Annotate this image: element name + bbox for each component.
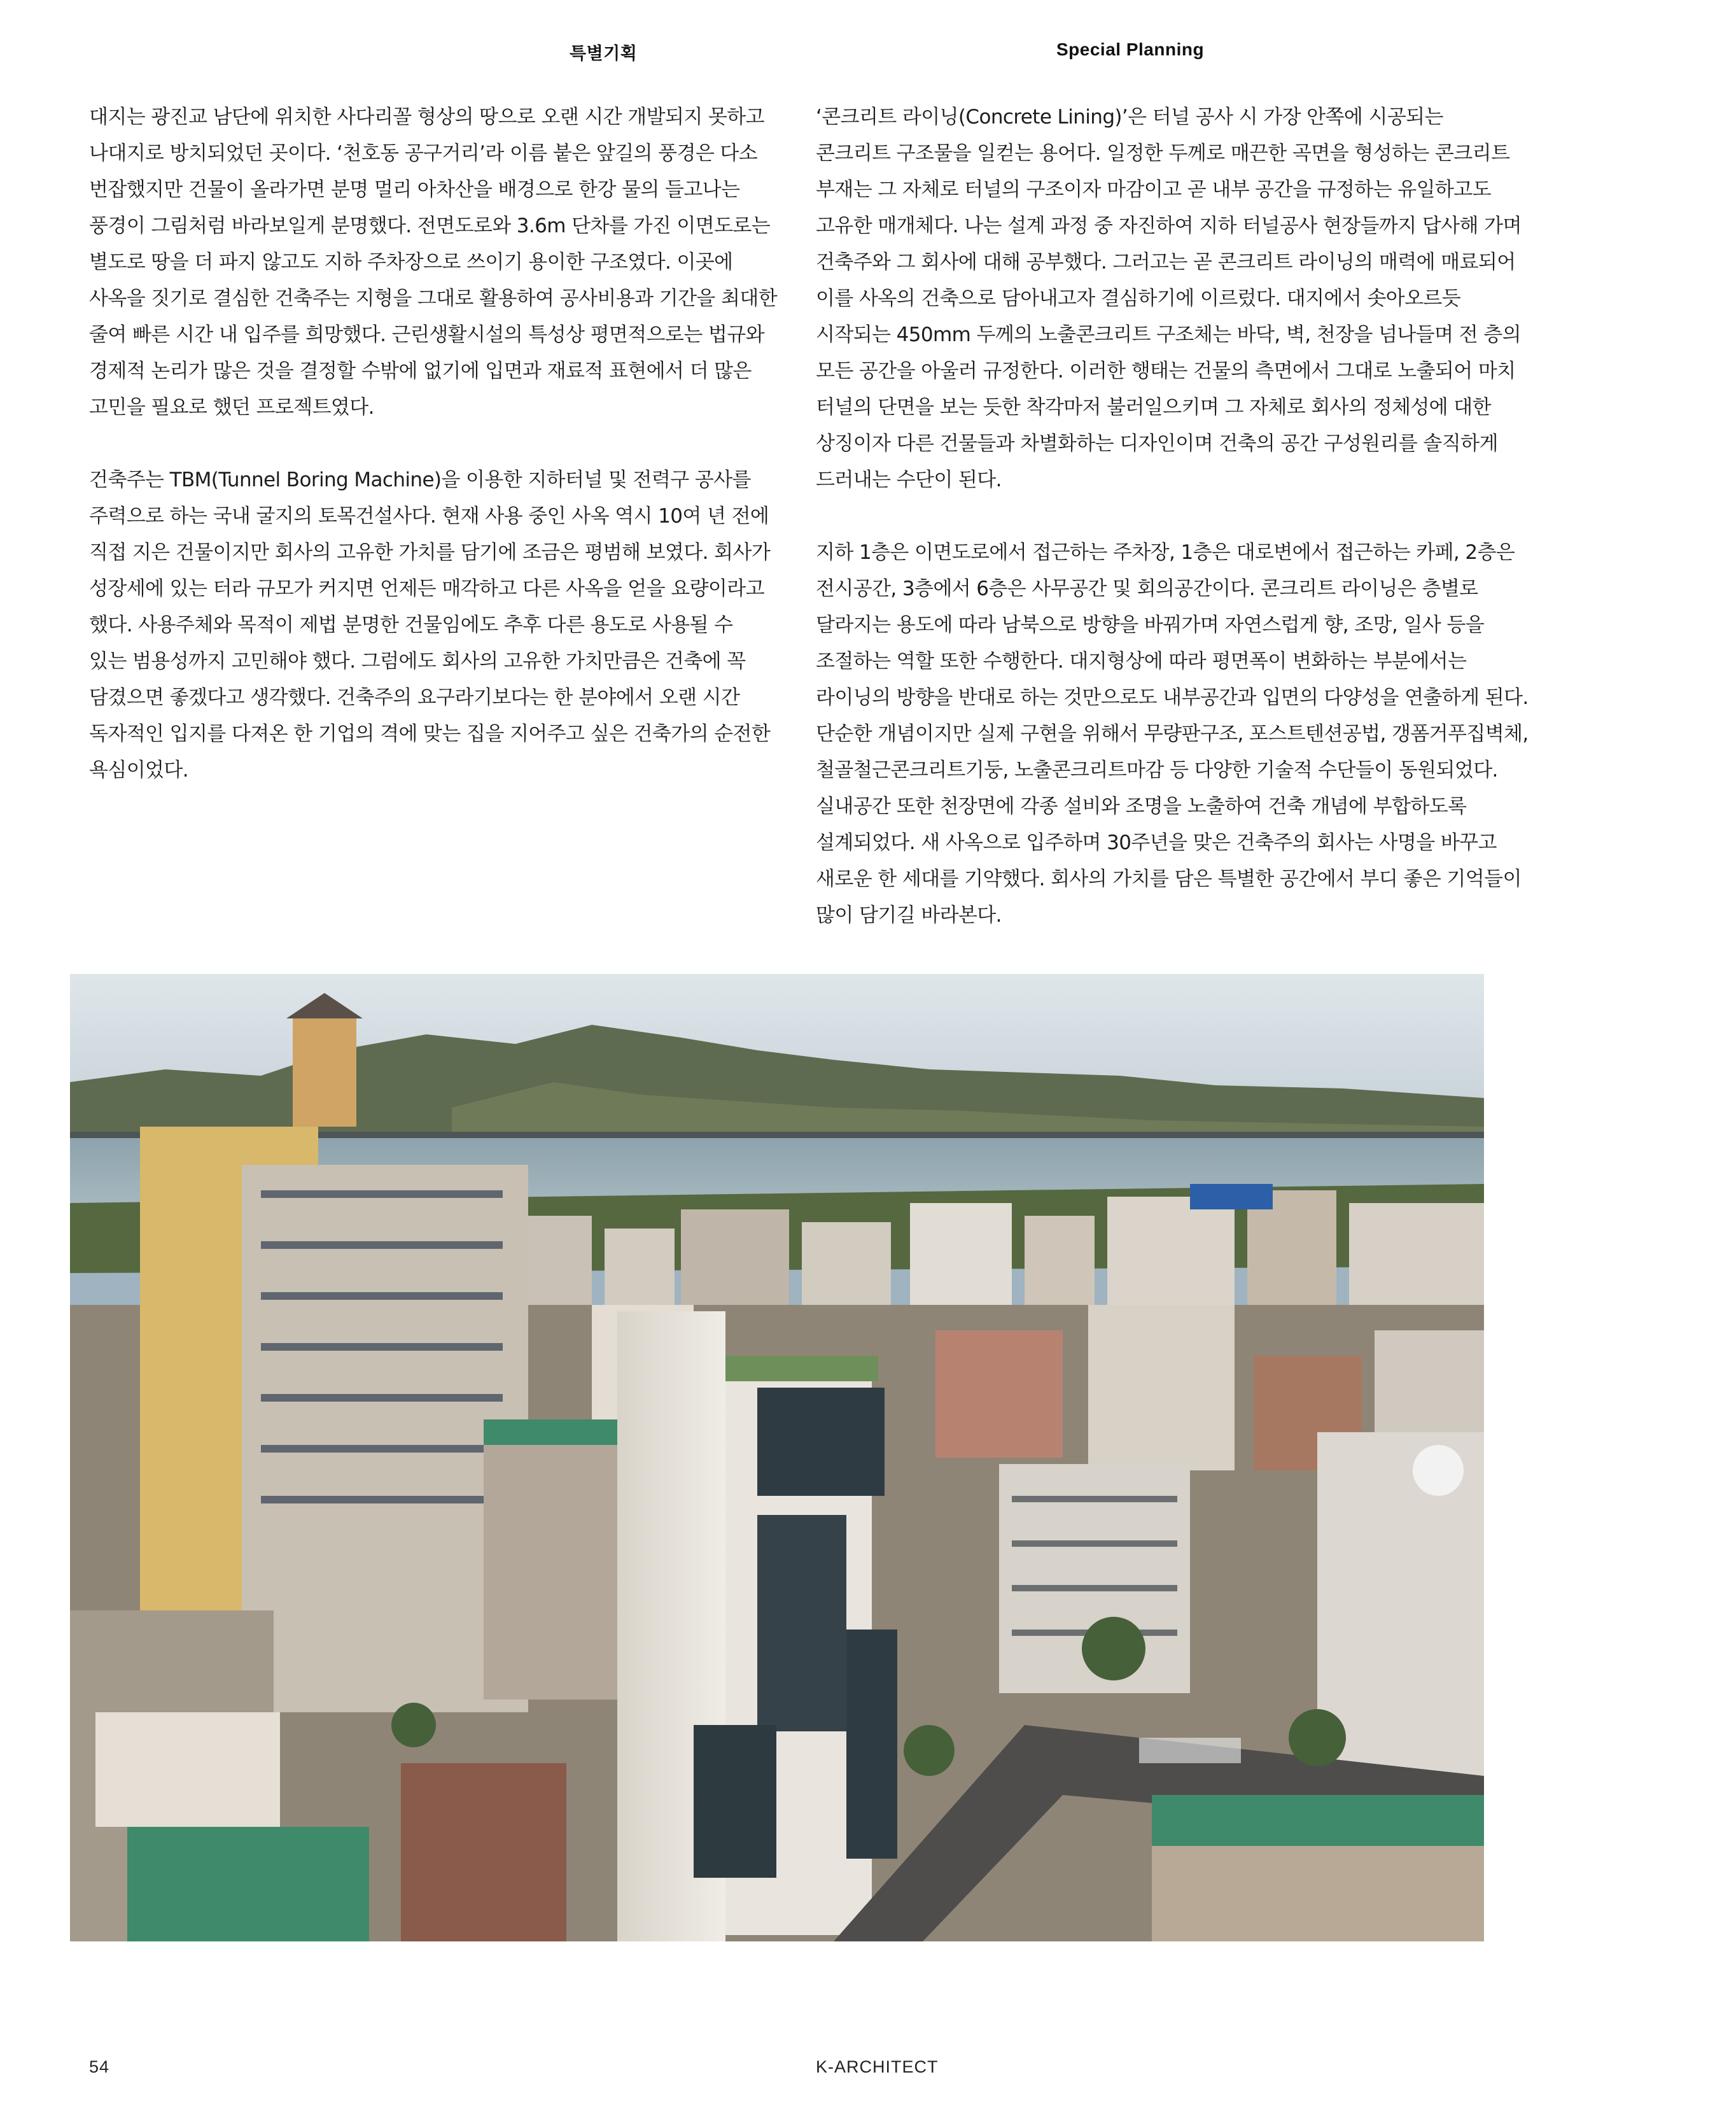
- text-line: 시작되는 450mm 두께의 노출콘크리트 구조체는 바닥, 벽, 천장을 넘나들며 전 층의: [816, 323, 1521, 346]
- text-line: 나대지로 방치되었던 곳이다. ‘천호동 공구거리’라 이름 붙은 앞길의 풍경은 다소: [89, 142, 758, 165]
- text-line: ‘콘크리트 라이닝(Concrete Lining)’은 터널 공사 시 가장 안쪽에 시공되는: [816, 106, 1443, 129]
- text-line: 철골철근콘크리트기둥, 노출콘크리트마감 등 다양한 기술적 수단들이 동원되었다.: [816, 759, 1498, 782]
- building-aerial-photo: [70, 974, 1484, 1941]
- text-line: 드러내는 수단이 된다.: [816, 468, 1002, 491]
- text-line: 전시공간, 3층에서 6층은 사무공간 및 회의공간이다. 콘크리트 라이닝은 층별로: [816, 577, 1478, 600]
- text-line: 주력으로 하는 국내 굴지의 토목건설사다. 현재 사용 중인 사옥 역시 10여 년 전에: [89, 505, 769, 528]
- text-line: 담겼으면 좋겠다고 생각했다. 건축주의 요구라기보다는 한 분야에서 오랜 시간: [89, 686, 740, 709]
- text-line: 독자적인 입지를 다져온 한 기업의 격에 맞는 집을 지어주고 싶은 건축가의 순전한: [89, 722, 771, 745]
- section-header-english: Special Planning: [1056, 39, 1205, 59]
- green-roof-left: [127, 1827, 369, 1941]
- text-line: 상징이자 다른 건물들과 차별화하는 디자인이며 건축의 공간 구성원리를 솔직하게: [816, 432, 1498, 455]
- right-text-column: [816, 99, 1529, 934]
- text-line: 성장세에 있는 터라 규모가 커지면 언제든 매각하고 다른 사옥을 얻을 요량이라고: [89, 577, 764, 600]
- text-line: 건축주는 TBM(Tunnel Boring Machine)을 이용한 지하터널 및 전력구 공사를: [89, 468, 751, 491]
- text-line: 조절하는 역할 또한 수행한다. 대지형상에 따라 평면폭이 변화하는 부분에서는: [816, 650, 1467, 673]
- text-line: 실내공간 또한 천장면에 각종 설비와 조명을 노출하여 건축 개념에 부합하도록: [816, 795, 1467, 818]
- text-line: 사옥을 짓기로 결심한 건축주는 지형을 그대로 활용하여 공사비용과 기간을 최대한: [89, 287, 778, 310]
- text-line: 번잡했지만 건물이 올라가면 분명 멀리 아차산을 배경으로 한강 물의 들고나는: [89, 178, 740, 201]
- text-line: 달라지는 용도에 따라 남북으로 방향을 바꿔가며 자연스럽게 향, 조망, 일사 등을: [816, 614, 1485, 637]
- paragraph-gap: [89, 426, 776, 462]
- green-roof-right: [1152, 1795, 1484, 1846]
- text-line: 고유한 매개체다. 나는 설계 과정 중 자진하여 지하 터널공사 현장들까지 답사해 가며: [816, 215, 1522, 237]
- page-number: 54: [89, 2057, 110, 2076]
- text-line: 했다. 사용주체와 목적이 제법 분명한 건물임에도 추후 다른 용도로 사용될 수: [89, 614, 733, 637]
- text-line: 지하 1층은 이면도로에서 접근하는 주차장, 1층은 대로변에서 접근하는 카페, 2층은: [816, 541, 1515, 564]
- main-concrete-building: [617, 1311, 897, 1941]
- text-line: 설계되었다. 새 사옥으로 입주하며 30주년을 맞은 건축주의 회사는 사명을 바꾸고: [816, 831, 1497, 854]
- text-line: 모든 공간을 아울러 규정한다. 이러한 행태는 건물의 측면에서 그대로 노출되어 마치: [816, 360, 1516, 383]
- cityscape-illustration: [70, 974, 1484, 1941]
- text-line: 줄여 빠른 시간 내 입주를 희망했다. 근린생활시설의 특성상 평면적으로는 법규와: [89, 323, 764, 346]
- text-line: 욕심이었다.: [89, 759, 188, 782]
- magazine-name: K-ARCHITECT: [816, 2057, 939, 2076]
- clock-tower: [293, 1018, 356, 1127]
- text-line: 있는 범용성까지 고민해야 했다. 그럼에도 회사의 고유한 가치만큼은 건축에 꼭: [89, 650, 746, 673]
- text-line: 콘크리트 구조물을 일컫는 용어다. 일정한 두께로 매끈한 곡면을 형성하는 콘크리트: [816, 142, 1510, 165]
- text-line: 경제적 논리가 많은 것을 결정할 수밖에 없기에 입면과 재료적 표현에서 더 많은: [89, 360, 752, 383]
- text-line: 별도로 땅을 더 파지 않고도 지하 주차장으로 쓰이기 용이한 구조였다. 이곳에: [89, 251, 733, 274]
- section-header-korean: 특별기획: [570, 44, 638, 64]
- text-line: 새로운 한 세대를 기약했다. 회사의 가치를 담은 특별한 공간에서 부디 좋은 기억들이: [816, 868, 1522, 891]
- text-line: 이를 사옥의 건축으로 담아내고자 결심하기에 이르렀다. 대지에서 솟아오르듯: [816, 287, 1461, 310]
- text-line: 고민을 필요로 했던 프로젝트였다.: [89, 396, 374, 419]
- text-line: 많이 담기길 바라본다.: [816, 904, 1002, 927]
- paragraph-gap: [816, 498, 1522, 535]
- text-line: 단순한 개념이지만 실제 구현을 위해서 무량판구조, 포스트텐션공법, 갱폼거푸집벽체,: [816, 722, 1529, 745]
- text-line: 직접 지은 건물이지만 회사의 고유한 가치를 담기에 조금은 평범해 보였다. 회사가: [89, 541, 771, 564]
- text-line: 건축주와 그 회사에 대해 공부했다. 그러고는 곧 콘크리트 라이닝의 매력에 매료되어: [816, 251, 1516, 274]
- left-text-column: [89, 99, 776, 789]
- text-line: 라이닝의 방향을 반대로 하는 것만으로도 내부공간과 입면의 다양성을 연출하게 된다.: [816, 686, 1529, 709]
- text-line: 풍경이 그림처럼 바라보일게 분명했다. 전면도로와 3.6m 단차를 가진 이면도로는: [89, 215, 771, 237]
- text-line: 터널의 단면을 보는 듯한 착각마저 불러일으키며 그 자체로 회사의 정체성에 대한: [816, 396, 1491, 419]
- text-line: 부재는 그 자체로 터널의 구조이자 마감이고 곧 내부 공간을 규정하는 유일하고도: [816, 178, 1491, 201]
- text-line: 대지는 광진교 남단에 위치한 사다리꼴 형상의 땅으로 오랜 시간 개발되지 못하고: [89, 106, 764, 129]
